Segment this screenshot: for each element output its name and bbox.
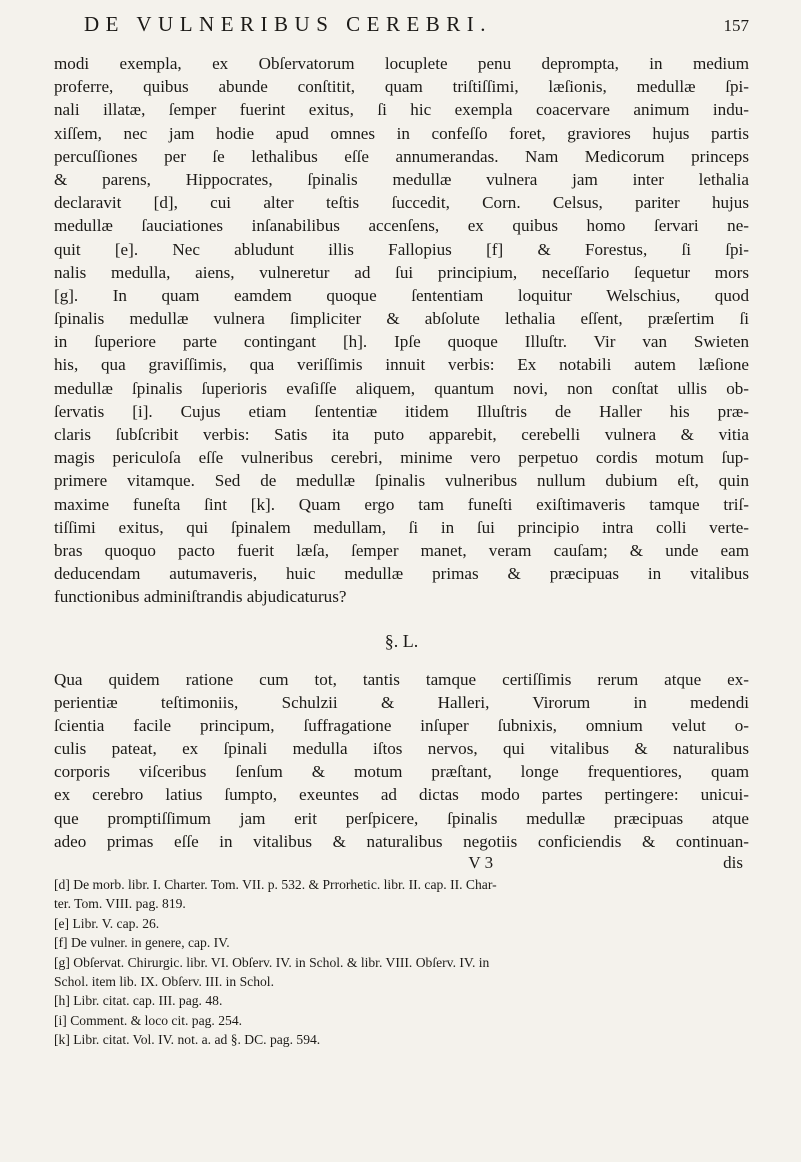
running-title: DE VULNERIBUS CEREBRI. bbox=[84, 12, 493, 36]
text-line: magis periculoſa eſſe vulneribus cerebri, minime vero perpetuo cordis motum ſup- bbox=[54, 448, 749, 468]
text-line: adeo primas eſſe in vitalibus & naturalibus negotiis conficiendis & continuan- bbox=[54, 831, 749, 851]
text-line: culis pateat, ex ſpinali medulla iſtos nervos, qui vitalibus & naturalibus bbox=[54, 739, 749, 759]
text-line: modi exempla, ex Obſervatorum locuplete penu deprompta, in medium bbox=[54, 54, 749, 73]
text-line: nalis medulla, aiens, vulneretur ad ſui principium, neceſſario ſequetur mors bbox=[54, 262, 749, 282]
text-line: bras quoquo pacto fuerit læſa, ſemper manet, veram cauſam; & unde eam bbox=[54, 540, 749, 560]
footnote: [e] Libr. V. cap. 26. bbox=[54, 915, 160, 931]
text-line: deducendam autumaveris, huic medullæ primas & præcipuas in vitalibus bbox=[54, 564, 749, 584]
page-number: 157 bbox=[723, 16, 749, 35]
text-line: declaravit [d], cui alter teſtis ſuccedit, Corn. Celsus, pariter hujus bbox=[54, 193, 749, 213]
footnote: [f] De vulner. in genere, cap. IV. bbox=[54, 935, 230, 951]
text-line: ſpinalis medullæ vulnera ſimpliciter & abſolute lethalia eſſent, præſertim ſi bbox=[54, 309, 749, 329]
text-line: que promptiſſimum jam erit perſpicere, ſpinalis medullæ præcipuas atque bbox=[54, 808, 749, 828]
text-line: quit [e]. Nec abludunt illis Fallopius [f] & Forestus, ſi ſpi- bbox=[54, 239, 749, 259]
text-line: medullæ ſauciationes inſanabilibus accenſens, ex quibus homo ſervari ne- bbox=[54, 216, 749, 236]
text-line: percuſſiones per ſe lethalibus eſſe annumerandas. Nam Medicorum princeps bbox=[54, 146, 749, 166]
text-line: claris ſubſcribit verbis: Satis ita puto apparebit, cerebelli vulnera & vitia bbox=[54, 425, 749, 444]
text-line: Qua quidem ratione cum tot, tantis tamque certiſſimis rerum atque ex- bbox=[54, 669, 749, 689]
footnote: [h] Libr. citat. cap. III. pag. 48. bbox=[54, 993, 223, 1009]
text-line: in ſuperiore parte contingant [h]. Ipſe quoque Illuſtr. Vir van Swieten bbox=[54, 332, 749, 352]
paragraph-2 bbox=[54, 668, 749, 854]
text-line: nali illatæ, ſemper fuerint exitus, ſi hic exempla coacervare animum indu- bbox=[54, 100, 749, 120]
text-line: tiſſimi exitus, qui ſpinalem medullam, ſi in ſui principio intra colli verte- bbox=[54, 517, 749, 537]
text-line: corporis viſceribus ſenſum & motum præſtant, longe frequentiores, quam bbox=[54, 762, 749, 782]
signature-row bbox=[54, 853, 749, 875]
footnote: ter. Tom. VIII. pag. 819. bbox=[54, 896, 186, 912]
text-line: ex cerebro latius ſumpto, exeuntes ad dictas modo partes pertingere: unicui- bbox=[54, 785, 749, 805]
footnote: Schol. item lib. IX. Obſerv. III. in Schol. bbox=[54, 974, 274, 990]
text-line: maxime funeſta ſint [k]. Quam ergo tam funeſti exiſtimaveris tamque triſ- bbox=[54, 494, 749, 514]
text-line: his, qua graviſſimis, qua veriſſimis innuit verbis: Ex notabili autem læſione bbox=[54, 355, 749, 375]
footnote: [d] De morb. libr. I. Charter. Tom. VII. p. 532. & Prrorhetic. libr. II. cap. II. Char- bbox=[54, 877, 497, 892]
catchword: dis bbox=[723, 853, 743, 872]
text-line: ſervatis [i]. Cujus etiam ſententiæ itidem Illuſtris de Haller his præ- bbox=[54, 401, 749, 421]
text-line: primere vitamque. Sed de medullæ ſpinalis vulneribus nullum dubium eſt, quin bbox=[54, 471, 749, 491]
text-line: xiſſem, nec jam hodie apud omnes in confeſſo foret, graviores hujus partis bbox=[54, 123, 749, 143]
text-line: & parens, Hippocrates, ſpinalis medullæ vulnera jam inter lethalia bbox=[54, 169, 749, 189]
text-line: medullæ ſpinalis ſuperioris evaſiſſe aliquem, quantum novi, non conſtat ullis ob- bbox=[54, 378, 749, 398]
text-line: ſcientia facile principum, ſuffragatione inſuper ſubnixis, omnium velut o- bbox=[54, 715, 749, 735]
signature-mark: V 3 bbox=[468, 853, 494, 872]
text-line: functionibus adminiſtrandis abjudicaturus? bbox=[54, 587, 347, 607]
text-line: perientiæ teſtimoniis, Schulzii & Halleri, Virorum in medendi bbox=[54, 692, 749, 712]
paragraph-1 bbox=[54, 52, 749, 609]
page-header bbox=[54, 12, 749, 52]
footnote: [i] Comment. & loco cit. pag. 254. bbox=[54, 1012, 243, 1028]
text-line: [g]. In quam eamdem quoque ſententiam loquitur Welschius, quod bbox=[54, 285, 749, 305]
section-heading: §. L. bbox=[384, 630, 419, 651]
text-line: proferre, quibus abunde conſtitit, quam triſtiſſimi, læſionis, medullæ ſpi- bbox=[54, 77, 749, 97]
footnote: [k] Libr. citat. Vol. IV. not. a. ad §. DC. pag. 594. bbox=[54, 1032, 321, 1048]
footnote: [g] Obſervat. Chirurgic. libr. VI. Obſerv. IV. in Schol. & libr. VIII. Obſerv. IV. in bbox=[54, 954, 490, 970]
footnotes bbox=[54, 875, 749, 1050]
